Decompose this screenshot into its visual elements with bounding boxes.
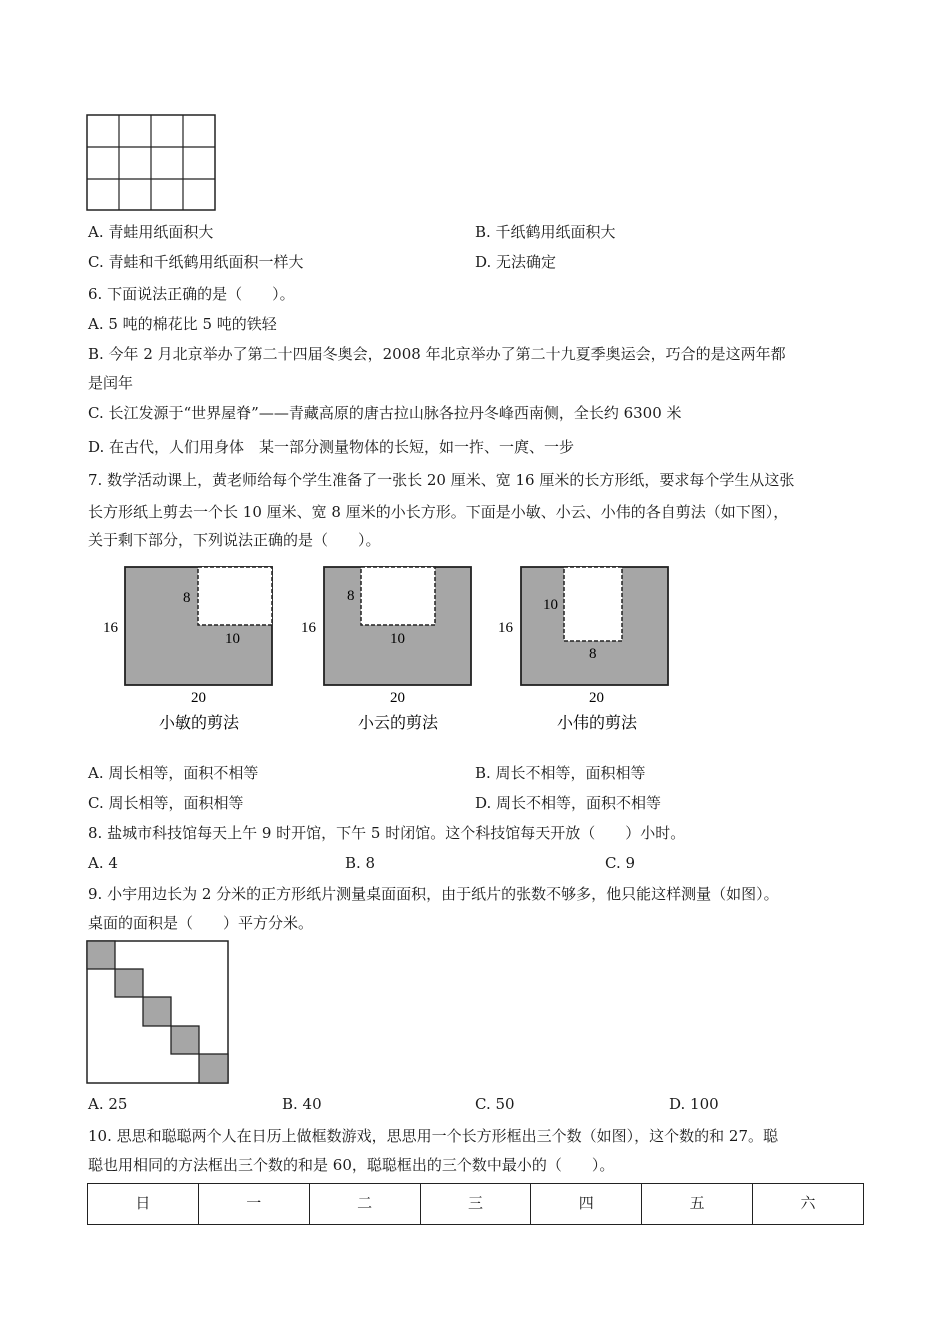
q7-option-c[interactable]: C. 周长相等，面积相等: [88, 794, 244, 812]
q7-option-b[interactable]: B. 周长不相等，面积相等: [475, 764, 646, 782]
q8-stem: 8. 盐城市科技馆每天上午 9 时开馆，下午 5 时闭馆。这个科技馆每天开放（ ）小时。: [88, 824, 686, 842]
label-bottom: 20: [191, 690, 206, 706]
q7-figure-xiaomin: [95, 562, 285, 737]
weekday-tue: 二: [309, 1184, 420, 1225]
label-side: 16: [498, 620, 513, 636]
cut-rectangle: [198, 567, 272, 625]
paper-square-1: [87, 941, 115, 969]
q5-grid-figure: [86, 114, 217, 212]
q6-option-d[interactable]: D. 在古代，人们用身体 某一部分测量物体的长短，如一拃、一庹、一步: [88, 438, 575, 456]
cut-rectangle: [361, 567, 435, 625]
weekday-fri: 五: [642, 1184, 753, 1225]
label-bottom: 20: [390, 690, 405, 706]
q6-option-b[interactable]: B. 今年 2 月北京举办了第二十四届冬奥会，2008 年北京举办了第二十九夏季奥运会，巧合的是这两年都: [88, 345, 786, 363]
q10-calendar-header: [87, 1183, 864, 1225]
cut-rectangle: [564, 567, 622, 641]
q6-option-b-continued: 是闰年: [88, 374, 134, 392]
label-cut-height: 8: [347, 588, 355, 604]
q10-stem-line-2: 聪也用相同的方法框出三个数的和是 60，聪聪框出的三个数中最小的（ ）。: [88, 1156, 615, 1174]
q7-figure-xiaoyun: [294, 562, 484, 737]
label-side: 16: [301, 620, 316, 636]
label-cut-width: 8: [589, 646, 597, 662]
weekday-mon: 一: [198, 1184, 309, 1225]
q7-option-d[interactable]: D. 周长不相等，面积不相等: [475, 794, 662, 812]
q9-option-b[interactable]: B. 40: [282, 1095, 322, 1113]
paper-square-2: [115, 969, 143, 997]
q7-stem-line-3: 关于剩下部分，下列说法正确的是（ ）。: [88, 531, 381, 549]
q9-stem-line-2: 桌面的面积是（ ）平方分米。: [88, 914, 314, 932]
figure-caption: 小伟的剪法: [556, 715, 638, 732]
label-side: 16: [103, 620, 118, 636]
weekday-thu: 四: [531, 1184, 642, 1225]
q8-option-c[interactable]: C. 9: [605, 854, 636, 872]
q9-option-c[interactable]: C. 50: [475, 1095, 515, 1113]
label-bottom: 20: [589, 690, 604, 706]
label-cut-height: 8: [183, 590, 191, 606]
paper-square-5: [199, 1054, 228, 1083]
q8-option-a[interactable]: A. 4: [88, 854, 118, 872]
figure-caption: 小云的剪法: [357, 715, 439, 732]
q9-option-d[interactable]: D. 100: [669, 1095, 719, 1113]
label-cut-width: 10: [225, 631, 240, 647]
q7-stem-line-2: 长方形纸上剪去一个长 10 厘米、宽 8 厘米的小长方形。下面是小敏、小云、小伟的各自剪法（如下图），: [88, 503, 789, 521]
label-cut-width: 10: [390, 631, 405, 647]
q10-stem-line-1: 10. 思思和聪聪两个人在日历上做框数游戏，思思用一个长方形框出三个数（如图），这个数的和 27。聪: [88, 1127, 778, 1145]
q7-stem-line-1: 7. 数学活动课上，黄老师给每个学生准备了一张长 20 厘米、宽 16 厘米的长方形纸，要求每个学生从这张: [88, 471, 795, 489]
q7-option-a[interactable]: A. 周长相等，面积不相等: [88, 764, 259, 782]
weekday-sun: 日: [88, 1184, 199, 1225]
paper-square-3: [143, 997, 171, 1026]
q5-option-d[interactable]: D. 无法确定: [475, 253, 557, 271]
weekday-wed: 三: [420, 1184, 531, 1225]
label-cut-height: 10: [543, 597, 558, 613]
q7-figure-xiaowei: [491, 562, 681, 737]
q5-option-c[interactable]: C. 青蛙和千纸鹤用纸面积一样大: [88, 253, 304, 271]
q8-option-b[interactable]: B. 8: [345, 854, 376, 872]
figure-caption: 小敏的剪法: [158, 715, 240, 732]
q6-option-a[interactable]: A. 5 吨的棉花比 5 吨的铁轻: [88, 315, 277, 333]
q5-option-a[interactable]: A. 青蛙用纸面积大: [88, 223, 214, 241]
q9-stem-line-1: 9. 小宇用边长为 2 分米的正方形纸片测量桌面面积，由于纸片的张数不够多，他只能这样测量（如图）。: [88, 885, 779, 903]
paper-square-4: [171, 1026, 199, 1054]
q6-stem: 6. 下面说法正确的是（ ）。: [88, 285, 295, 303]
weekday-sat: 六: [753, 1184, 864, 1225]
q6-option-c[interactable]: C. 长江发源于“世界屋脊”——青藏高原的唐古拉山脉各拉丹冬峰西南侧，全长约 6300 米: [88, 404, 682, 422]
q5-option-b[interactable]: B. 千纸鹤用纸面积大: [475, 223, 616, 241]
q9-option-a[interactable]: A. 25: [88, 1095, 128, 1113]
q9-table-figure: [86, 940, 231, 1086]
